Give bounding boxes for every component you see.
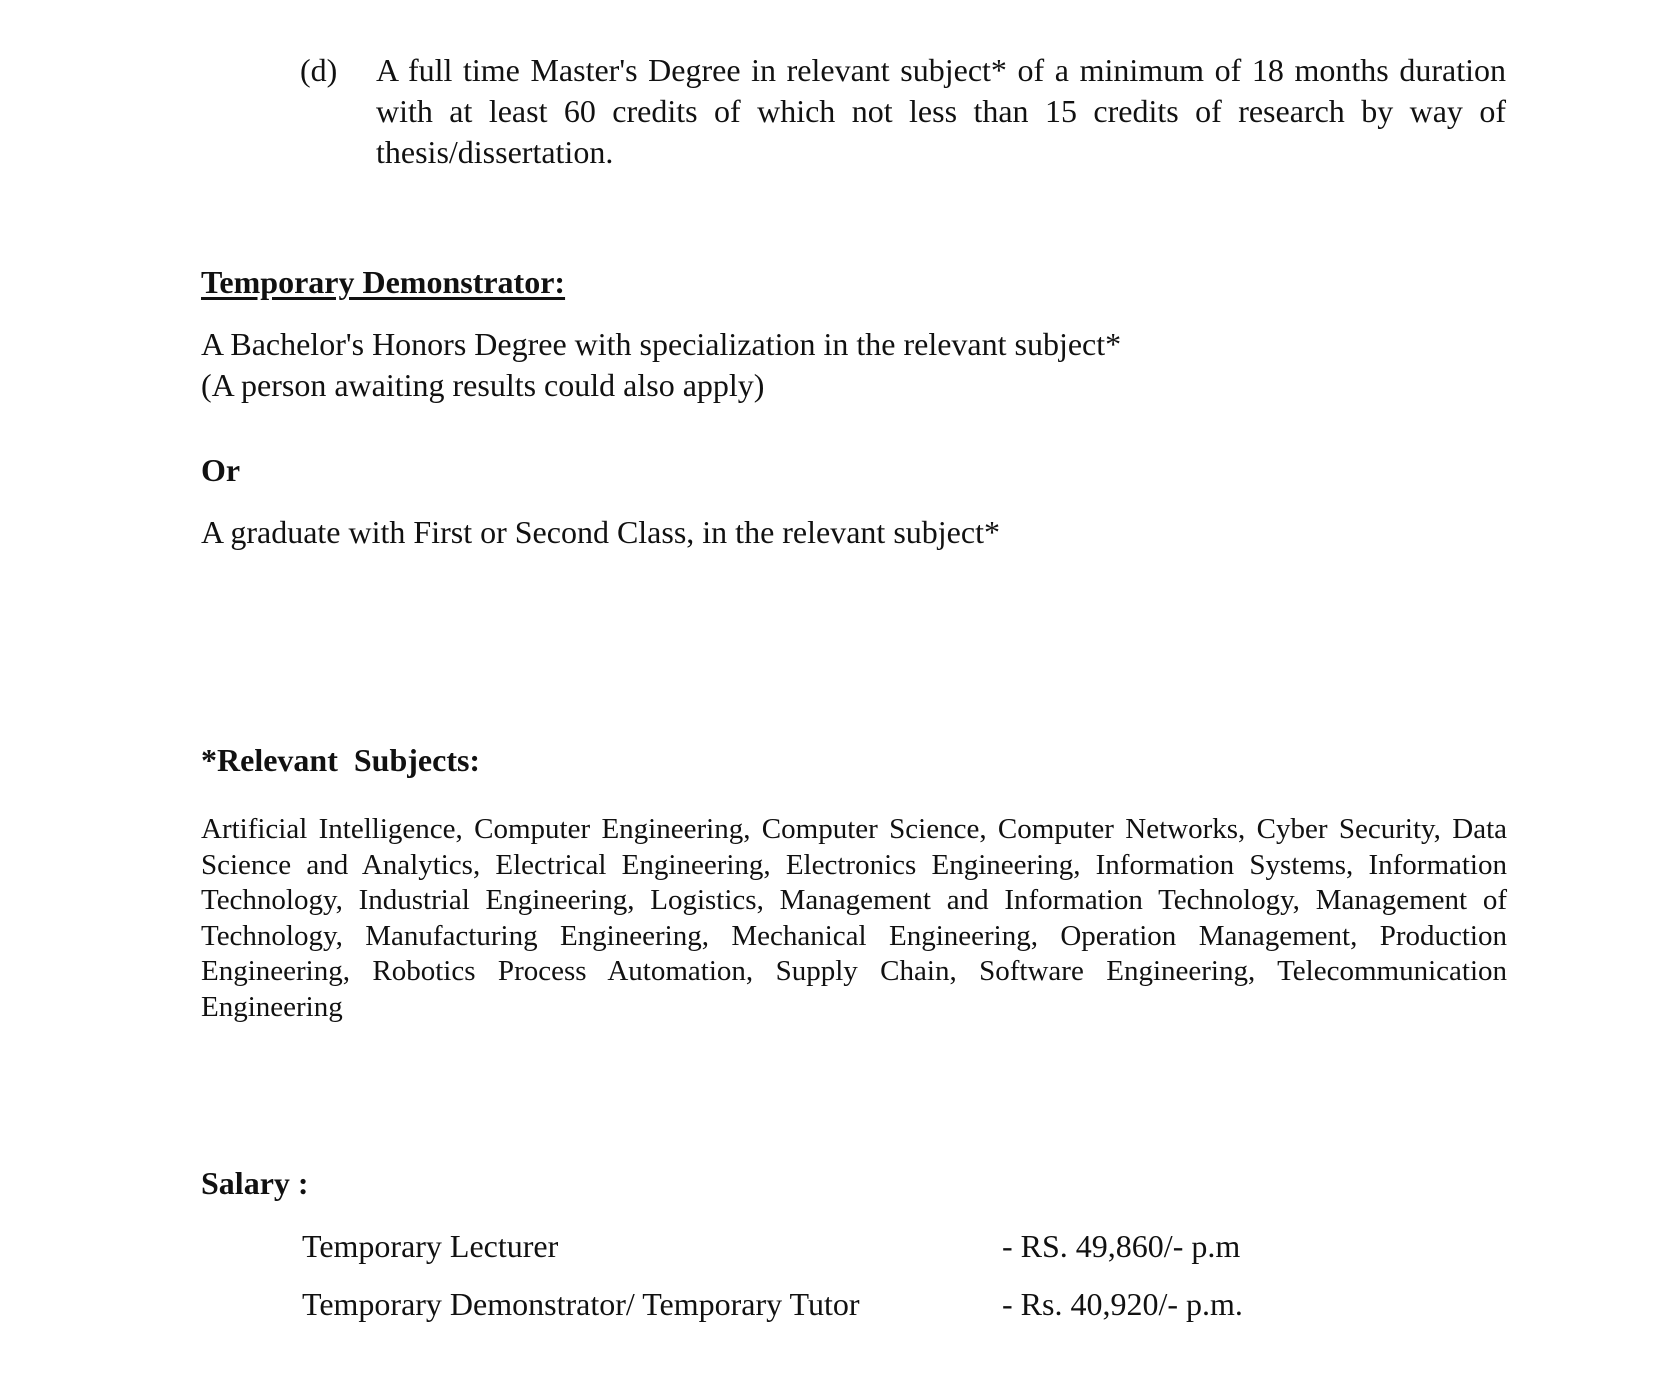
item-d-text — [376, 50, 1506, 173]
qualification-item-d — [300, 50, 1506, 173]
item-d-line-1: A full time Master's Degree in relevant subject* of a minimum of 18 months duration — [376, 52, 1506, 88]
relevant-subjects-heading: *Relevant Subjects: — [201, 742, 481, 778]
demonstrator-heading: Temporary Demonstrator: — [201, 264, 566, 300]
salary-row-position: Temporary Demonstrator/ Temporary Tutor — [302, 1286, 860, 1322]
salary-row-amount: - RS. 49,860/- p.m — [1002, 1228, 1241, 1264]
demonstrator-option1-line1: A Bachelor's Honors Degree with specialization in the relevant subject* — [201, 326, 1122, 362]
demonstrator-option2: A graduate with First or Second Class, in the relevant subject* — [201, 514, 1000, 550]
item-d-line-2: with at least 60 credits of which not less than 15 credits of research by way of — [376, 93, 1506, 129]
demonstrator-option1-line2: (A person awaiting results could also apply) — [201, 367, 765, 403]
item-d-line-3: thesis/dissertation. — [376, 134, 614, 170]
item-marker: (d) — [300, 52, 338, 88]
salary-heading: Salary : — [201, 1165, 309, 1201]
or-label: Or — [201, 452, 241, 488]
salary-row-position: Temporary Lecturer — [302, 1228, 559, 1264]
salary-row-amount: - Rs. 40,920/- p.m. — [1002, 1286, 1243, 1322]
relevant-subjects-list: Artificial Intelligence, Computer Engineering, Computer Science, Computer Networks, Cyber Security, Data Science and Analytics, Electrical Engineering, Electronics Engineering, Information Systems, Information Technology, Industrial Engineering, Logistics, Management and Information Technology, Management of Technology, Manufacturing Engineering, Mechanical Engineering, Operation Management, Production Engineering, Robotics Process Automation, Supply Chain, Software Engineering, Telecommunication Engineering — [201, 813, 1507, 1023]
